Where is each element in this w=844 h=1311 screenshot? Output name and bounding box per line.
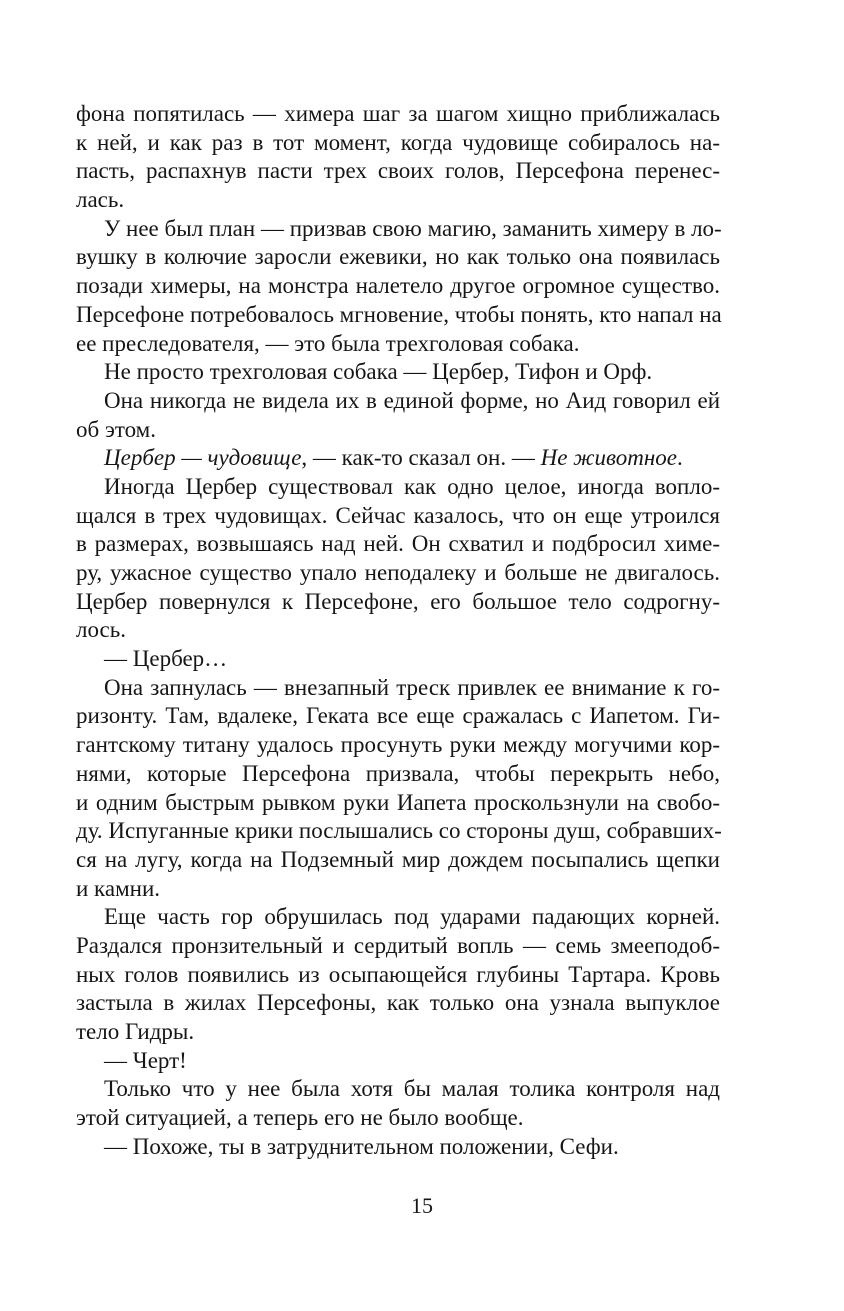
page-number: 15 <box>411 1193 433 1218</box>
text-line: ризонту. Там, вдалеке, Геката все еще сражалась с Иапетом. Ги- <box>76 703 720 729</box>
text-line: Раздался пронзительный и сердитый вопль — семь змееподоб- <box>76 932 720 958</box>
text-line: ду. Испуганные крики послышались со стороны душ, собравших- <box>76 818 722 844</box>
text-line: тело Гидры. <box>76 1019 195 1044</box>
text-line: застыла в жилах Персефоны, как только она узнала выпуклое <box>76 990 720 1016</box>
text-line: вушку в колючие заросли ежевики, но как только она появилась <box>76 244 720 270</box>
text-line: лось. <box>76 617 126 643</box>
text-line: Не просто трехголовая собака — Цербер, Тифон и Орф. <box>104 359 653 385</box>
text-span: , — как-то сказал он. — <box>301 445 541 471</box>
text-line: лась. <box>76 187 125 213</box>
text-line: Цербер повернулся к Персефоне, его большое тело содрогну- <box>76 588 720 614</box>
dialogue-line: — Цербер… <box>104 646 228 672</box>
page-body <box>76 100 720 1161</box>
dialogue-line: — Черт! <box>104 1047 187 1073</box>
text-line: ся на лугу, когда на Подземный мир дождем посыпались щепки <box>76 846 720 872</box>
text-line: пасть, распахнув пасти трех своих голов, Персефона перенес- <box>76 158 720 184</box>
italic-text: Не животное <box>540 445 677 471</box>
text-line: Она никогда не видела их в единой форме, но Аид говорил ей <box>104 387 720 413</box>
text-line: в размерах, возвышаясь над ней. Он схватил и подбросил химе- <box>76 531 720 557</box>
text-line: щался в трех чудовищах. Сейчас казалось, что он еще утроился <box>76 502 720 528</box>
text-line: гантскому титану удалось просунуть руки между могучими кор- <box>76 732 720 758</box>
text-line: этой ситуацией, а теперь его не было вообще. <box>76 1105 524 1131</box>
text-line: У нее был план — призвав свою магию, заманить химеру в ло- <box>104 215 722 241</box>
text-line: Иногда Цербер существовал как одно целое, иногда вопло- <box>104 473 720 499</box>
text-line: фона попятилась — химера шаг за шагом хищно приближалась <box>76 101 720 126</box>
text-span: . <box>676 445 683 471</box>
text-line: позади химеры, на монстра налетело другое огромное существо. <box>76 273 720 299</box>
text-line: Персефоне потребовалось мгновение, чтобы понять, кто напал на <box>76 301 722 327</box>
quote-line <box>76 444 720 473</box>
text-line: ных голов появились из осыпающейся глубины Тартара. Кровь <box>76 961 720 987</box>
text-line: об этом. <box>76 416 156 442</box>
text-line: нями, которые Персефона призвала, чтобы перекрыть небо, <box>76 760 720 786</box>
text-line: ее преследователя, — это была трехголовая собака. <box>76 330 580 356</box>
text-line: и камни. <box>76 875 161 901</box>
text-line: Еще часть гор обрушилась под ударами падающих корней. <box>104 904 720 930</box>
dialogue-line: — Похоже, ты в затруднительном положении, Сефи. <box>104 1133 619 1159</box>
italic-text: Цербер — чудовище <box>104 445 302 471</box>
text-line: ру, ужасное существо упало неподалеку и больше не двигалось. <box>76 560 720 585</box>
text-line: и одним быстрым рывком руки Иапета проскользнули на свобо- <box>76 789 720 815</box>
text-line: Она запнулась — внезапный треск привлек ее внимание к го- <box>104 674 720 700</box>
text-line: Только что у нее была хотя бы малая толика контроля над <box>104 1076 720 1102</box>
text-line: к ней, и как раз в тот момент, когда чудовище собиралось на- <box>76 129 720 155</box>
